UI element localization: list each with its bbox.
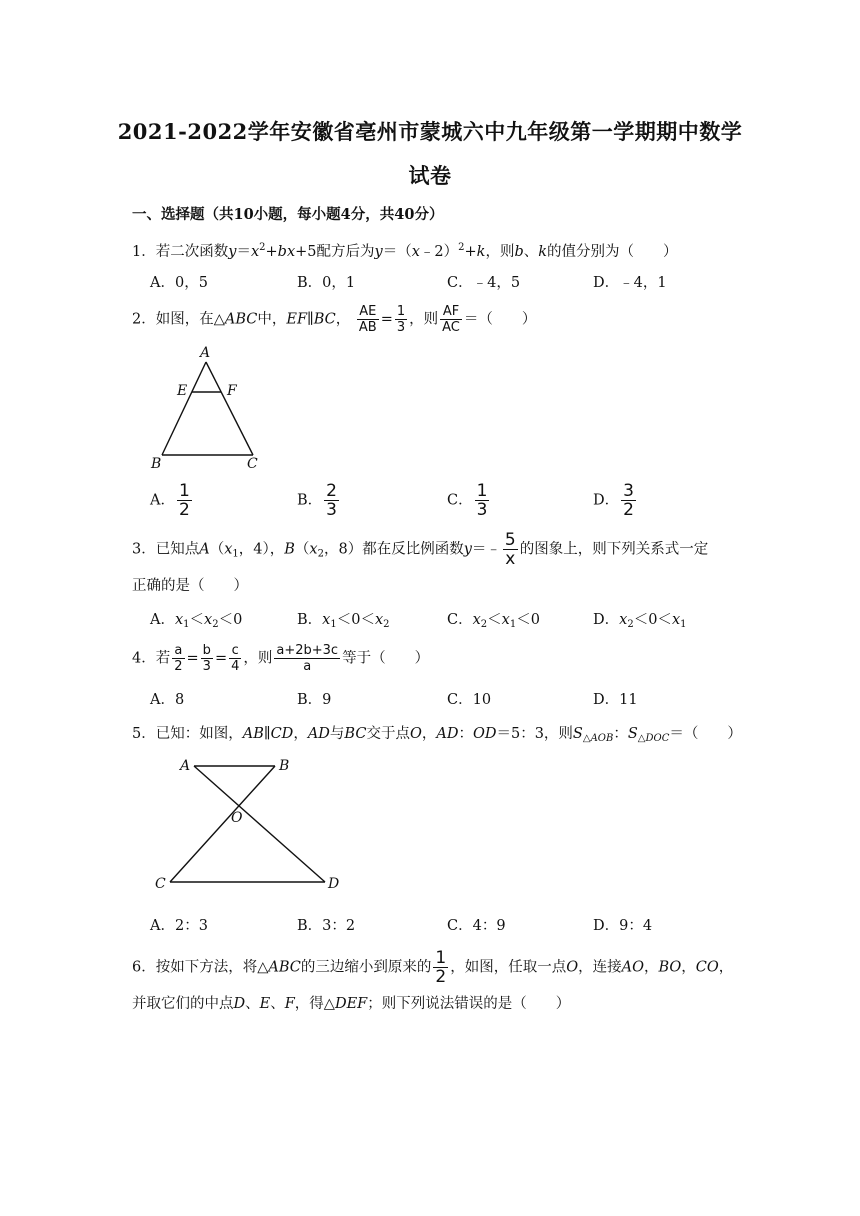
question-1: 1．若二次函数$y=x^2+bx+5$配方后为y＝（x﹣2）$^2$+k，则b、k的值分别为（ ） [132, 242, 678, 260]
figure-label-e: E [177, 383, 188, 399]
q5-option-a: A．2：3 [150, 918, 208, 934]
figure-label-f: F [227, 383, 237, 399]
section-heading: 一、选择题（共10小题，每小题4分，共40分） [132, 206, 444, 223]
figure-label-d: D [328, 876, 340, 892]
figure-label-c: C [155, 876, 166, 892]
q4-option-d: D．11 [593, 692, 638, 708]
q3-option-b: B．$x_1<0<x_2$ [297, 612, 390, 630]
q3-option-a: A．$x_1<x_2<0$ [150, 612, 243, 630]
figure-label-c: C [247, 456, 258, 472]
fraction: $\frac{5}{x}$ [504, 530, 516, 569]
q2-option-c: C． $\frac{1}{3}$ [447, 481, 488, 520]
q3-option-d: D．$x_2<0<x_1$ [593, 612, 687, 630]
question-5: 5．已知：如图，AB∥CD，AD与BC交于点O，AD：OD＝5：3，则$S_{\triangle AOB}$：$S_{\triangle DOC}=$（ ） [132, 726, 742, 744]
page-title-continued: 试卷 [408, 163, 452, 188]
figure-label-o: O [231, 810, 243, 826]
fraction: $\frac{a}{2}$ [174, 643, 183, 674]
question-2: 2．如图，在△ABC中，EF∥BC， $\frac{AE}{AB}$ = $\frac{1}{3}$ ，则 $\frac{AF}{AC}$ ＝（ ） [132, 304, 537, 335]
q1-option-d: D．﹣4，1 [593, 275, 667, 291]
q4-option-c: C．10 [447, 692, 492, 708]
q2-option-d: D． $\frac{3}{2}$ [593, 481, 634, 520]
q5-option-d: D．9：4 [593, 918, 653, 934]
question-6: 6．按如下方法，将△ABC的三边缩小到原来的 $\frac{1}{2}$ ，如图，任取一点O，连接AO，BO，CO， [132, 948, 734, 987]
figure-label-b: B [279, 758, 290, 774]
question-3: 3．已知点$A(x_1$，4），$B(x_2$，8）都在反比例函数y＝﹣ $\frac{5}{x}$ 的图象上，则下列关系式一定 [132, 530, 709, 569]
hourglass-figure [145, 752, 355, 894]
q2-option-b: B． $\frac{2}{3}$ [297, 481, 337, 520]
q1-option-c: C．﹣4，5 [447, 275, 521, 291]
figure-label-a: A [200, 345, 211, 361]
fraction: $\frac{c}{4}$ [231, 643, 240, 674]
q5-option-b: B．3：2 [297, 918, 356, 934]
q1-option-a: A．0，5 [150, 275, 208, 291]
q5-option-c: C．4：9 [447, 918, 506, 934]
fraction: $\frac{b}{3}$ [202, 643, 211, 674]
fraction: $\frac{a+2b+3c}{a}$ [276, 643, 339, 674]
fraction: $\frac{1}{3}$ [396, 304, 406, 335]
fraction: $\frac{AE}{AB}$ [358, 304, 377, 335]
fraction: $\frac{1}{2}$ [435, 948, 447, 987]
q1-option-b: B．0，1 [297, 275, 356, 291]
triangle-abc-figure [145, 342, 275, 474]
question-6-continued: 并取它们的中点D、E、F，得△DEF；则下列说法错误的是（ ） [132, 996, 571, 1012]
question-3-continued: 正确的是（ ） [132, 578, 248, 594]
figure-label-b: B [151, 456, 162, 472]
figure-label-a: A [180, 758, 191, 774]
q3-option-c: C．$x_2<x_1<0$ [447, 612, 540, 630]
fraction: $\frac{AF}{AC}$ [442, 304, 460, 335]
q4-option-b: B．9 [297, 692, 332, 708]
q4-option-a: A．8 [150, 692, 185, 708]
question-4: 4．若 $\frac{a}{2}$ = $\frac{b}{3}$ = $\frac{c}{4}$ ，则 $\frac{a+2b+3c}{a}$ 等于（ ） [132, 643, 430, 674]
page-title: 2021-2022学年安徽省亳州市蒙城六中九年级第一学期期中数学 [117, 119, 743, 144]
q2-option-a: A． $\frac{1}{2}$ [150, 481, 190, 520]
